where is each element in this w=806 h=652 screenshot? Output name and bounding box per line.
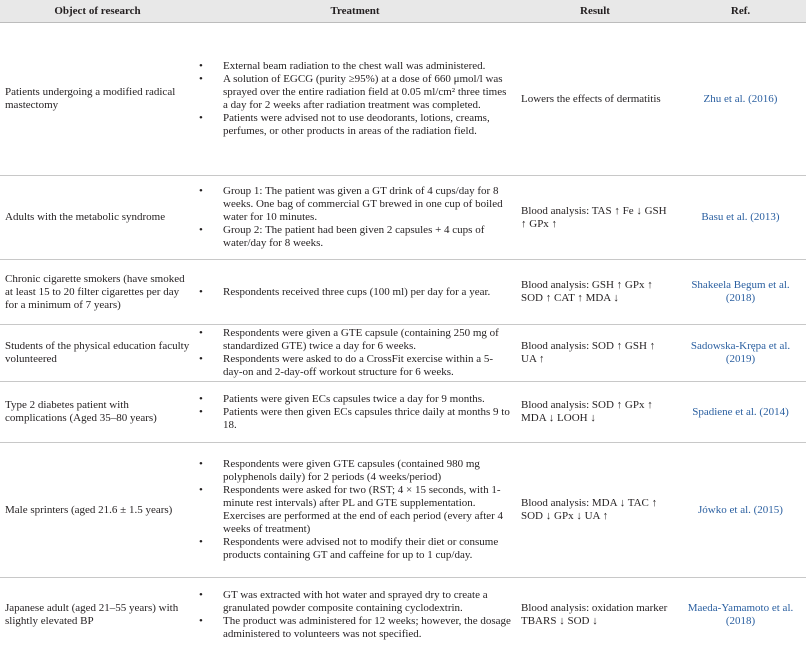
result-cell: Blood analysis: MDA ↓ TAC ↑ SOD ↓ GPx ↓ UA ↑ <box>515 443 675 578</box>
treatment-cell <box>195 176 515 260</box>
treatment-item: • Respondents were given GTE capsules (contained 980 mg polyphenols daily) for 2 periods (4 weeks/period) <box>223 458 511 484</box>
reference-link[interactable]: Zhu et al. (2016) <box>675 23 806 176</box>
reference-link[interactable]: Spadiene et al. (2014) <box>675 382 806 443</box>
result-cell: Blood analysis: SOD ↑ GSH ↑ UA ↑ <box>515 325 675 382</box>
treatment-item: • Respondents were advised not to modify their diet or consume products containing GT and caffeine for up to 1 cup/day. <box>223 536 511 562</box>
reference-link[interactable]: Sadowska-Krępa et al. (2019) <box>675 325 806 382</box>
reference-link[interactable]: Maeda-Yamamoto et al. (2018) <box>687 601 794 627</box>
treatment-item: • The product was administered for 12 weeks; however, the dosage administered to volunteers was not specified. <box>223 615 511 641</box>
table-row <box>0 176 806 260</box>
table-row <box>0 443 806 578</box>
reference-link[interactable]: Basu et al. (2013) <box>675 176 806 260</box>
table-row <box>0 325 806 382</box>
table-row <box>0 382 806 443</box>
header-object: Object of research <box>0 0 195 23</box>
treatment-item: • GT was extracted with hot water and sprayed dry to create a granulated powder composite containing cyclodextrin. <box>223 589 511 615</box>
object-cell: Adults with the metabolic syndrome <box>0 176 195 260</box>
table-row <box>0 260 806 325</box>
table-row <box>0 578 806 652</box>
reference-link[interactable]: Jówko et al. (2015) <box>675 443 806 578</box>
object-cell: Chronic cigarette smokers (have smoked at least 15 to 20 filter cigarettes per day for a minimum of 7 years) <box>0 260 195 325</box>
treatment-item: • Group 2: The patient had been given 2 capsules + 4 cups of water/day for 8 weeks. <box>223 224 511 250</box>
treatment-item: • Respondents were asked for two (RST; 4 × 15 seconds, with 1-minute rest intervals) after PL and GTE supplementation. Exercises are performed at the end of each period (every after 4 weeks of treatment) <box>223 484 511 536</box>
treatment-item: • Respondents were asked to do a CrossFit exercise within a 5-day-on and 2-day-off workout structure for 6 weeks. <box>223 353 511 379</box>
table-row <box>0 23 806 176</box>
result-cell: Lowers the effects of dermatitis <box>515 23 675 176</box>
treatment-item: • Patients were then given ECs capsules thrice daily at months 9 to 18. <box>223 406 511 432</box>
treatment-cell <box>195 260 515 325</box>
object-cell: Japanese adult (aged 21–55 years) with slightly elevated BP <box>5 601 179 627</box>
treatment-cell <box>195 325 515 382</box>
treatment-cell <box>195 23 515 176</box>
treatment-item: • External beam radiation to the chest wall was administered. <box>223 60 511 73</box>
treatment-item: • Respondents were given a GTE capsule (containing 250 mg of standardized GTE) twice a day for 6 weeks. <box>223 327 511 353</box>
object-cell: Type 2 diabetes patient with complications (Aged 35–80 years) <box>0 382 195 443</box>
object-cell: Male sprinters (aged 21.6 ± 1.5 years) <box>0 443 195 578</box>
reference-link[interactable]: Shakeela Begum et al. (2018) <box>675 260 806 325</box>
treatment-cell <box>195 382 515 443</box>
result-cell: Blood analysis: SOD ↑ GPx ↑ MDA ↓ LOOH ↓ <box>515 382 675 443</box>
treatment-cell <box>195 443 515 578</box>
object-cell: Students of the physical education faculty volunteered <box>0 325 195 382</box>
result-cell: Blood analysis: GSH ↑ GPx ↑ SOD ↑ CAT ↑ MDA ↓ <box>515 260 675 325</box>
treatment-item: • Group 1: The patient was given a GT drink of 4 cups/day for 8 weeks. One bag of commercial GT brewed in one cup of boiled water for 10 minutes. <box>223 185 511 224</box>
treatment-item: • Patients were given ECs capsules twice a day for 9 months. <box>223 393 511 406</box>
header-treatment: Treatment <box>195 0 515 23</box>
object-cell: Patients undergoing a modified radical mastectomy <box>0 23 195 176</box>
treatment-item: • Patients were advised not to use deodorants, lotions, creams, perfumes, or other products in areas of the radiation field. <box>223 112 511 138</box>
header-row <box>0 0 806 23</box>
treatment-cell <box>195 578 515 652</box>
treatment-item: • Respondents received three cups (100 ml) per day for a year. <box>223 286 511 299</box>
result-cell: Blood analysis: oxidation marker TBARS ↓ SOD ↓ <box>521 601 668 627</box>
header-ref: Ref. <box>675 0 806 23</box>
treatment-item: • A solution of EGCG (purity ≥95%) at a dose of 660 μmol/l was sprayed over the entire radiation field at 0.05 ml/cm² three times a day for 2 weeks after radiation treatment was completed. <box>223 73 511 112</box>
header-result: Result <box>515 0 675 23</box>
result-cell: Blood analysis: TAS ↑ Fe ↓ GSH ↑ GPx ↑ <box>515 176 675 260</box>
